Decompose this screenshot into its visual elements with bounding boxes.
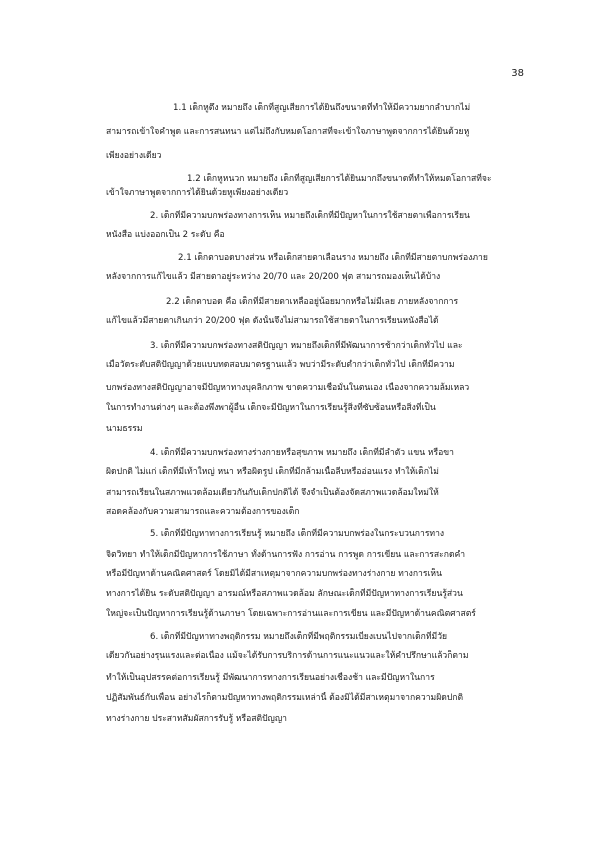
text-line: 6. เด็กที่มีปัญหาทางพฤติกรรม หมายถึงเด็กที่มีพฤติกรรมเบี่ยงเบนไปจากเด็กที่มีวัย xyxy=(150,632,448,642)
text-line: เดียวกันอย่างรุนแรงและต่อเนื่อง แม้จะได้รับการบริการด้านการแนะแนวและให้คำปรึกษาแล้วก็ตาม xyxy=(106,651,469,661)
text-line: แก้ไขแล้วมีสายตาเกินกว่า 20/200 ฟุต ดังนั้นจึงไม่สามารถใช้สายตาในการเรียนหนังสือได้ xyxy=(106,316,439,326)
text-line: จิตวิทยา ทำให้เด็กมีปัญหาการใช้ภาษา ทั้งด้านการฟัง การอ่าน การพูด การเขียน และการสะกดคำ xyxy=(106,550,466,560)
text-line: 2.2 เด็กตาบอด คือ เด็กที่มีสายตาเหลืออยู่น้อยมากหรือไม่มีเลย ภายหลังจากการ xyxy=(166,297,459,307)
text-line: 5. เด็กที่มีปัญหาทางการเรียนรู้ หมายถึง เด็กที่มีความบกพร่องในกระบวนการทาง xyxy=(150,529,445,539)
text-line: ทำให้เป็นอุปสรรคต่อการเรียนรู้ มีพัฒนาการทางการเรียนอย่างเชื่องช้า และมีปัญหาในการ xyxy=(106,673,435,683)
text-line: หนังสือ แบ่งออกเป็น 2 ระดับ คือ xyxy=(106,230,225,240)
text-line: 1.1 เด็กหูตึง หมายถึง เด็กที่สูญเสียการได้ยินถึงขนาดที่ทำให้มีความยากลำบากไม่ xyxy=(173,103,471,113)
text-line: สามารถเข้าใจคำพูด และการสนทนา แต่ไม่ถึงกับหมดโอกาสที่จะเข้าใจภาษาพูดจากการได้ยินด้วยหู xyxy=(106,127,470,137)
text-line: ทางร่างกาย ประสาทสัมผัสการรับรู้ หรือสติปัญญา xyxy=(106,714,287,724)
text-line: บกพร่องทางสติปัญญาอาจมีปัญหาทางบุคลิกภาพ ขาดความเชื่อมั่นในตนเอง เนื่องจากความล้มเหลว xyxy=(106,383,470,393)
text-line: ผิดปกติ ไม่แก่ เด็กที่มีเท้าใหญ่ หนา หรือผิดรูป เด็กที่มีกล้ามเนื้อลีบหรืออ่อนแรง ทำให้เด็กไม่ xyxy=(106,467,439,477)
text-line: 3. เด็กที่มีความบกพร่องทางสติปัญญา หมายถึงเด็กที่มีพัฒนาการช้ากว่าเด็กทั่วไป และ xyxy=(150,341,463,351)
text-line: หรือมีปัญหาด้านคณิตศาสตร์ โดยมิได้มีสาเหตุมาจากความบกพร่องทางร่างกาย ทางการเห็น xyxy=(106,569,442,579)
text-line: สอดคล้องกับความสามารถและความต้องการของเด็ก xyxy=(106,507,300,517)
text-line: เมื่อวัดระดับสติปัญญาด้วยแบบทดสอบมาตรฐานแล้ว พบว่ามีระดับต่ำกว่าเด็กทั่วไป เด็กที่มีความ xyxy=(106,360,455,370)
text-line: ทางการได้ยิน ระดับสติปัญญา อารมณ์หรือสภาพแวดล้อม ลักษณะเด็กที่มีปัญหาทางการเรียนรู้ส่วน xyxy=(106,589,463,599)
text-line: 2. เด็กที่มีความบกพร่องทางการเห็น หมายถึงเด็กที่มีปัญหาในการใช้สายตาเพื่อการเรียน xyxy=(150,211,470,221)
text-line: ในการทำงานต่างๆ และต้องพึ่งพาผู้อื่น เด็กจะมีปัญหาในการเรียนรู้สิ่งที่ซับซ้อนหรือสิ่งที่เป็น xyxy=(106,403,436,413)
text-line: 4. เด็กที่มีความบกพร่องทางร่างกายหรือสุขภาพ หมายถึง เด็กที่มีลำตัว แขน หรือขา xyxy=(150,448,454,458)
text-line: เข้าใจภาษาพูดจากการได้ยินด้วยหูเพียงอย่างเดียว xyxy=(106,188,289,198)
text-line: เพียงอย่างเดียว xyxy=(106,151,162,161)
page-number: 38 xyxy=(511,68,524,79)
text-line: ปฏิสัมพันธ์กับเพื่อน อย่างไรก็ตามปัญหาทางพฤติกรรมเหล่านี้ ต้องมิได้มีสาเหตุมาจากความผิดปกติ xyxy=(106,693,464,703)
text-line: ใหญ่จะเป็นปัญหาการเรียนรู้ด้านภาษา โดยเฉพาะการอ่านและการเขียน และมีปัญหาด้านคณิตศาสตร์ xyxy=(106,609,476,619)
text-line: 1.2 เด็กหูหนวก หมายถึง เด็กที่สูญเสียการได้ยินมากถึงขนาดที่ทำให้หมดโอกาสที่จะ xyxy=(187,174,492,184)
text-line: หลังจากการแก้ไขแล้ว มีสายตาอยู่ระหว่าง 20/70 และ 20/200 ฟุต สามารถมองเห็นได้บ้าง xyxy=(106,272,441,282)
text-line: สามารถเรียนในสภาพแวดล้อมเดียวกันกับเด็กปกติได้ จึงจำเป็นต้องจัดสภาพแวดล้อมใหม่ให้ xyxy=(106,488,439,498)
text-line: นามธรรม xyxy=(106,424,143,434)
text-line: 2.1 เด็กตาบอดบางส่วน หรือเด็กสายตาเลือนราง หมายถึง เด็กที่มีสายตาบกพร่องภาย xyxy=(178,253,488,263)
